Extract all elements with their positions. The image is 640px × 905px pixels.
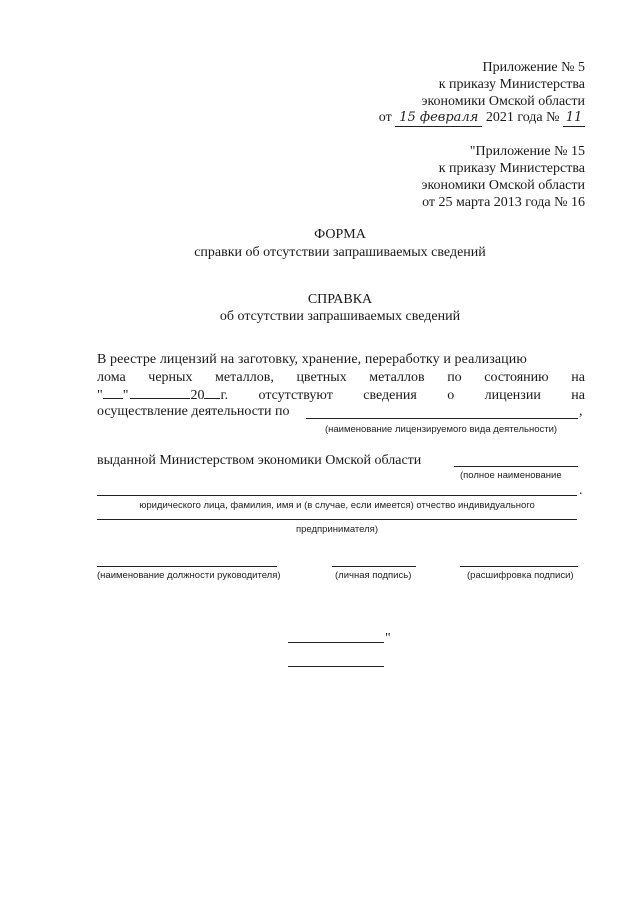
handwritten-date: 15 февраля: [395, 109, 482, 127]
caption-position: (наименование должности руководителя): [97, 570, 281, 581]
full-name-blank-3[interactable]: [97, 519, 577, 520]
appendix-old-line2: к приказу Министерства: [438, 161, 585, 176]
month-blank[interactable]: [130, 386, 190, 399]
footer-line-1: [288, 642, 384, 643]
word: отсутствуют: [258, 388, 333, 403]
form-subtitle: справки об отсутствии запрашиваемых сведений: [194, 245, 486, 260]
day-blank[interactable]: [103, 386, 123, 399]
appendix-new-line3: экономики Омской области: [421, 94, 585, 109]
body-line-4-comma: ,: [579, 404, 583, 419]
body-line-3: [97, 386, 585, 404]
word: лицензии: [484, 388, 541, 403]
form-title: ФОРМА: [314, 227, 366, 242]
word: на: [571, 370, 585, 385]
word: по: [447, 370, 462, 385]
body-line-2: [97, 369, 585, 386]
caption-signature: (личная подпись): [335, 570, 412, 581]
appendix-new-line2: к приказу Министерства: [438, 77, 585, 92]
body-line-1: В реестре лицензий на заготовку, хранение, переработку и реализацию: [97, 352, 527, 367]
position-blank[interactable]: [97, 566, 277, 567]
date-blank-group: " " 20 г.: [97, 388, 229, 403]
word: металлов,: [215, 370, 274, 385]
appendix-new-line1: Приложение № 5: [482, 60, 585, 75]
word: о: [447, 388, 455, 403]
year-blank[interactable]: [204, 386, 220, 399]
caption-decoding: (расшифровка подписи): [467, 570, 574, 581]
caption-activity: (наименование лицензируемого вида деятельности): [324, 424, 558, 435]
decoding-blank[interactable]: [460, 566, 578, 567]
certificate-subtitle: об отсутствии запрашиваемых сведений: [219, 309, 461, 324]
issued-by-text: выданной Министерством экономики Омской области: [97, 453, 422, 468]
date-prefix: от: [378, 110, 392, 125]
caption-full-name-2: юридического лица, фамилия, имя и (в случае, если имеется) отчество индивидуального: [139, 500, 535, 511]
activity-name-blank[interactable]: [306, 418, 578, 419]
certificate-title: СПРАВКА: [307, 292, 373, 307]
word: цветных: [296, 370, 347, 385]
word: на: [571, 388, 585, 403]
caption-full-name-3: предпринимателя): [295, 524, 378, 535]
footer-line-2: [288, 666, 384, 667]
signature-blank[interactable]: [332, 566, 416, 567]
word: лома: [97, 370, 126, 385]
full-name-blank-2[interactable]: [97, 495, 577, 496]
word: черных: [148, 370, 193, 385]
closing-quote: ": [385, 631, 391, 646]
period: .: [579, 483, 583, 498]
appendix-old-line1: "Приложение № 15: [469, 144, 585, 159]
word: металлов: [369, 370, 425, 385]
date-middle: 2021 года №: [485, 110, 560, 125]
handwritten-number: 11: [563, 109, 585, 127]
appendix-old-line3: экономики Омской области: [421, 178, 585, 193]
word: состоянию: [484, 370, 549, 385]
appendix-old-line4: от 25 марта 2013 года № 16: [422, 195, 585, 210]
appendix-new-line4: [379, 109, 585, 127]
caption-full-name-1: (полное наименование: [460, 470, 562, 481]
full-name-blank-1[interactable]: [454, 466, 578, 467]
body-line-4-prefix: осуществление деятельности по: [97, 404, 290, 419]
word: сведения: [363, 388, 417, 403]
